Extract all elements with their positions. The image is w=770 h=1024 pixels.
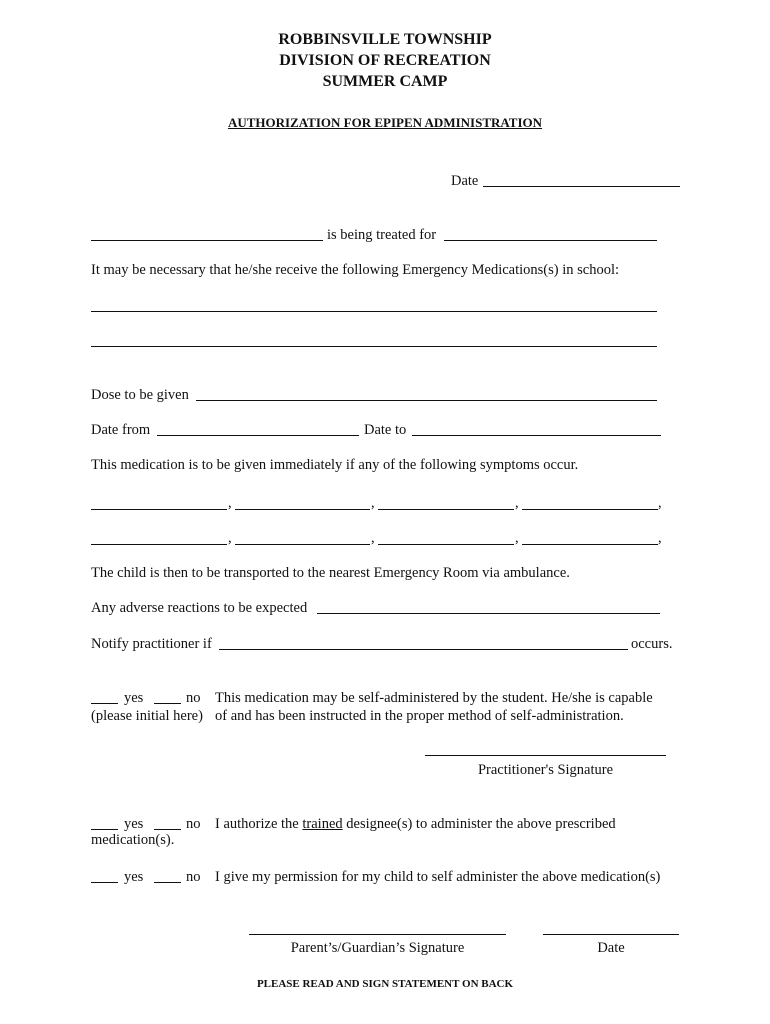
symptom-field[interactable] bbox=[378, 509, 514, 510]
symptom-field[interactable] bbox=[91, 544, 227, 545]
practitioner-signature-label: Practitioner's Signature bbox=[477, 762, 614, 778]
symptom-comma: , bbox=[371, 495, 375, 511]
date-label: Date bbox=[451, 173, 479, 189]
no-label: no bbox=[186, 690, 201, 706]
necessary-text: It may be necessary that he/she receive the following Emergency Medications(s) in school: bbox=[91, 262, 620, 278]
condition-field[interactable] bbox=[444, 240, 657, 241]
initial-here-text: (please initial here) bbox=[91, 708, 203, 724]
adverse-field[interactable] bbox=[317, 613, 660, 614]
symptom-comma: , bbox=[228, 530, 232, 546]
self-admin-no-initial[interactable] bbox=[154, 703, 181, 704]
medication-line-2[interactable] bbox=[91, 346, 657, 347]
self-admin-yes-initial[interactable] bbox=[91, 703, 118, 704]
symptom-field[interactable] bbox=[522, 544, 658, 545]
adverse-label: Any adverse reactions to be expected bbox=[91, 600, 308, 616]
notify-label: Notify practitioner if bbox=[91, 636, 212, 652]
date-to-field[interactable] bbox=[412, 435, 661, 436]
symptom-field[interactable] bbox=[91, 509, 227, 510]
symptom-comma: , bbox=[228, 495, 232, 511]
header-line-2: DIVISION OF RECREATION bbox=[279, 52, 491, 69]
symptom-field[interactable] bbox=[235, 544, 370, 545]
permission-yes-initial[interactable] bbox=[91, 882, 118, 883]
guardian-date-field[interactable] bbox=[543, 934, 679, 935]
symptom-comma: , bbox=[515, 495, 519, 511]
notify-field[interactable] bbox=[219, 649, 628, 650]
symptom-field[interactable] bbox=[235, 509, 370, 510]
footer-note: PLEASE READ AND SIGN STATEMENT ON BACK bbox=[256, 978, 514, 990]
notify-suffix: occurs. bbox=[631, 636, 673, 652]
no-label: no bbox=[186, 816, 201, 832]
symptom-comma: , bbox=[658, 495, 662, 511]
yes-label: yes bbox=[124, 869, 144, 885]
date-field[interactable] bbox=[483, 186, 680, 187]
symptom-field[interactable] bbox=[378, 544, 514, 545]
permission-no-initial[interactable] bbox=[154, 882, 181, 883]
self-admin-text-1: This medication may be self-administered by the student. He/she is capable bbox=[215, 690, 653, 706]
treated-for-label: is being treated for bbox=[327, 227, 437, 243]
designee-no-initial[interactable] bbox=[154, 829, 181, 830]
header-line-1: ROBBINSVILLE TOWNSHIP bbox=[278, 31, 492, 48]
symptom-field[interactable] bbox=[522, 509, 658, 510]
symptom-comma: , bbox=[658, 530, 662, 546]
transport-text: The child is then to be transported to the nearest Emergency Room via ambulance. bbox=[91, 565, 570, 581]
child-name-field[interactable] bbox=[91, 240, 323, 241]
yes-label: yes bbox=[124, 690, 144, 706]
date-from-label: Date from bbox=[91, 422, 151, 438]
symptoms-text: This medication is to be given immediately if any of the following symptoms occur. bbox=[91, 457, 579, 473]
guardian-date-label: Date bbox=[597, 940, 625, 956]
permission-text: I give my permission for my child to self administer the above medication(s) bbox=[215, 869, 661, 885]
self-admin-text-2: of and has been instructed in the proper method of self-administration. bbox=[215, 708, 624, 724]
date-to-label: Date to bbox=[364, 422, 407, 438]
form-title: AUTHORIZATION FOR EPIPEN ADMINISTRATION bbox=[227, 115, 543, 130]
authorize-post: designee(s) to administer the above prescribed bbox=[342, 816, 616, 832]
dose-field[interactable] bbox=[196, 400, 657, 401]
authorize-trained: trained bbox=[302, 816, 343, 832]
symptom-comma: , bbox=[515, 530, 519, 546]
medication-line-1[interactable] bbox=[91, 311, 657, 312]
date-from-field[interactable] bbox=[157, 435, 359, 436]
dose-label: Dose to be given bbox=[91, 387, 189, 403]
authorize-text bbox=[215, 816, 616, 833]
guardian-signature-field[interactable] bbox=[249, 934, 506, 935]
authorize-pre: I authorize the bbox=[215, 816, 303, 832]
designee-yes-initial[interactable] bbox=[91, 829, 118, 830]
yes-label: yes bbox=[124, 816, 144, 832]
medications-text: medication(s). bbox=[91, 832, 175, 848]
guardian-signature-label: Parent’s/Guardian’s Signature bbox=[290, 940, 465, 956]
no-label: no bbox=[186, 869, 201, 885]
symptom-comma: , bbox=[371, 530, 375, 546]
header-line-3: SUMMER CAMP bbox=[322, 73, 448, 90]
practitioner-signature-field[interactable] bbox=[425, 755, 666, 756]
